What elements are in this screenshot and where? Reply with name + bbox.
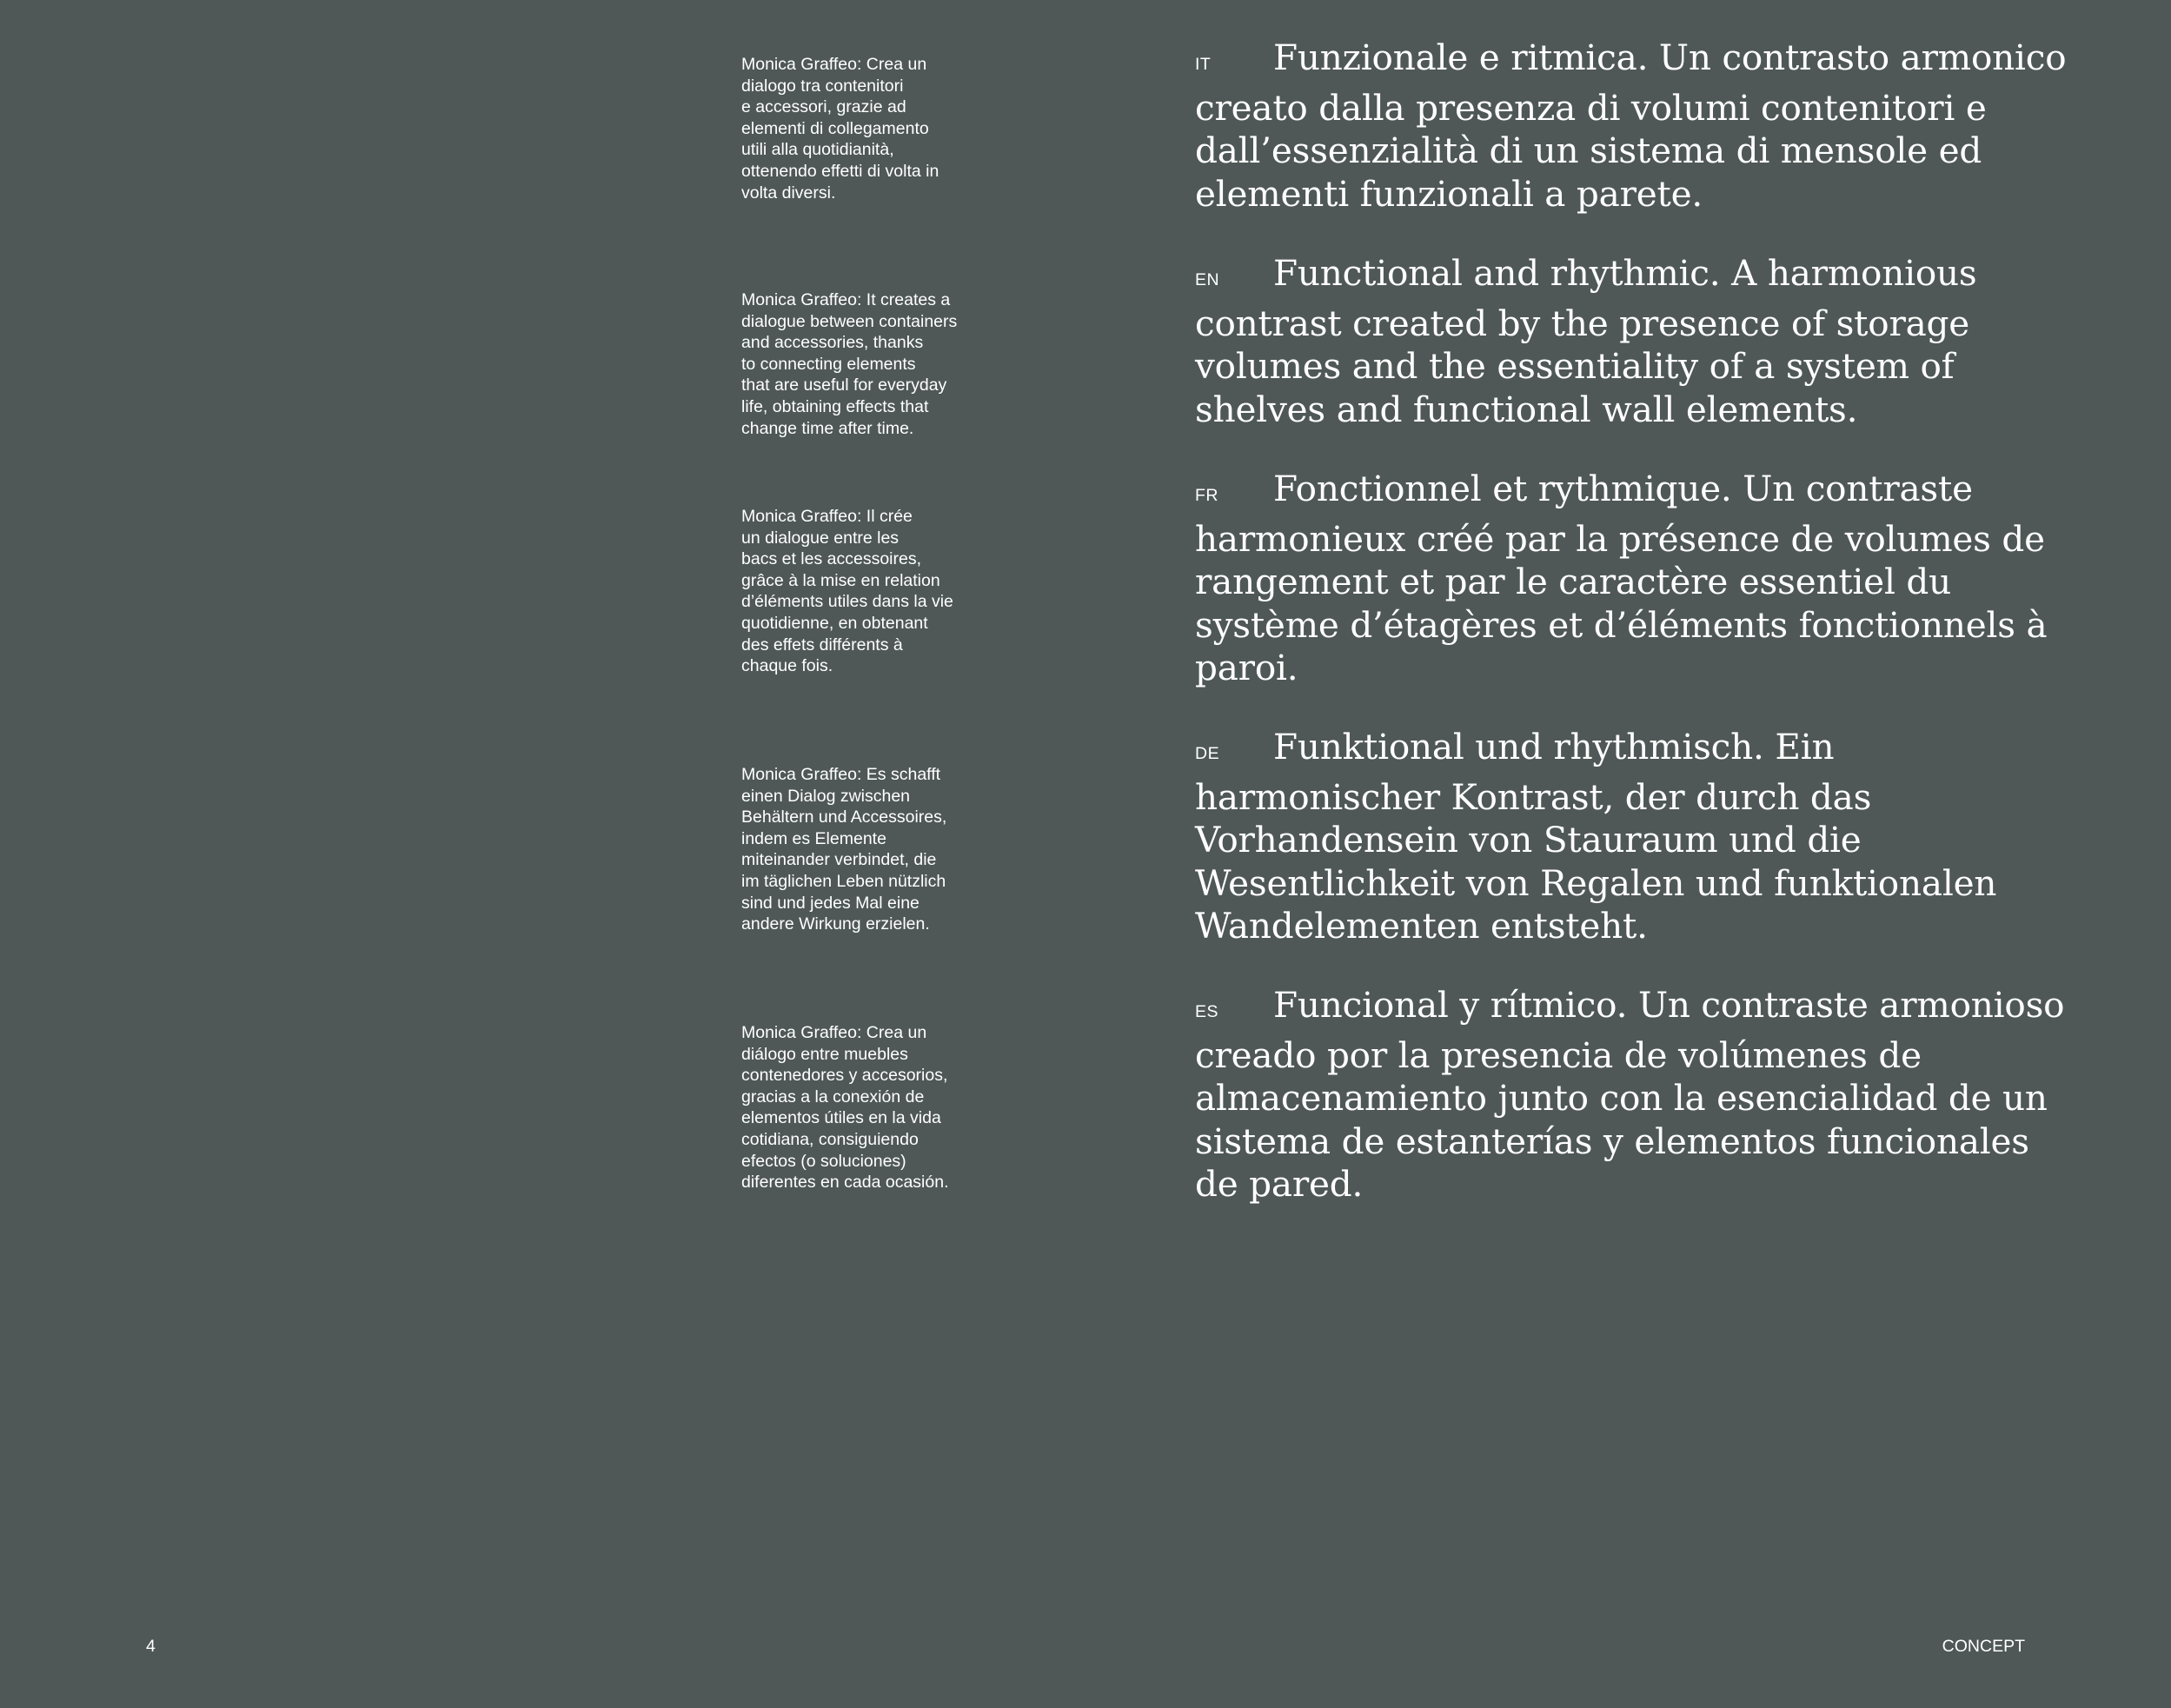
paragraph-text-it: Funzionale e ritmica. Un contrasto armonico creato dalla presenza di volumi contenitori e dall’essenzialità di un sistema di mensole ed elementi funzionali a parete.: [1195, 37, 2067, 215]
language-label-it: IT: [1195, 55, 1212, 74]
language-label-es: ES: [1195, 1002, 1219, 1021]
paragraph-es: [1195, 984, 2073, 1206]
paragraph-text-de: Funktional und rhythmisch. Ein harmonischer Kontrast, der durch das Vorhandensein von Stauraum und die Wesentlichkeit von Regalen und funktionalen Wandelementen entsteht.: [1195, 726, 1997, 947]
quote-de: Monica Graffeo: Es schafft einen Dialog zwischen Behältern und Accessoires, indem es Elemente miteinander verbindet, die im täglichen Leben nützlich sind und jedes Mal eine andere Wirkung erzielen.: [741, 765, 947, 934]
language-label-de: DE: [1195, 744, 1220, 763]
paragraph-de: [1195, 726, 2073, 948]
paragraph-text-en: Functional and rhythmic. A harmonious contrast created by the presence of storage volumes and the essentiality of a system of shelves and functional wall elements.: [1195, 252, 1977, 430]
paragraph-text-es: Funcional y rítmico. Un contraste armonioso creado por la presencia de volúmenes de almacenamiento junto con la esencialidad de un sistema de estanterías y elementos funcionales de pared.: [1195, 984, 2065, 1206]
paragraph-text-fr: Fonctionnel et rythmique. Un contraste harmonieux créé par la présence de volumes de rangement et par le caractère essentiel du système d’étagères et d’éléments fonctionnels à paroi.: [1195, 468, 2048, 689]
quote-it: Monica Graffeo: Crea un dialogo tra contenitori e accessori, grazie ad elementi di collegamento utili alla quotidianità, ottenendo effetti di volta in volta diversi.: [741, 55, 939, 203]
paragraph-en: [1195, 252, 2073, 431]
quote-en: Monica Graffeo: It creates a dialogue between containers and accessories, thanks to connecting elements that are useful for everyday life, obtaining effects that change time after time.: [741, 290, 958, 438]
quote-fr: Monica Graffeo: Il crée un dialogue entre les bacs et les accessoires, grâce à la mise en relation d’éléments utiles dans la vie quotidienne, en obtenant des effets différents à chaque fois.: [741, 507, 953, 676]
language-label-en: EN: [1195, 270, 1220, 289]
section-label: CONCEPT: [1942, 1637, 2025, 1656]
paragraph-fr: [1195, 468, 2073, 690]
page-number: 4: [146, 1637, 156, 1656]
language-label-fr: FR: [1195, 486, 1218, 505]
quote-es: Monica Graffeo: Crea un diálogo entre muebles contenedores y accesorios, gracias a la conexión de elementos útiles en la vida cotidiana, consiguiendo efectos (o soluciones) diferentes en cada ocasión.: [741, 1023, 949, 1193]
paragraph-it: [1195, 37, 2073, 216]
